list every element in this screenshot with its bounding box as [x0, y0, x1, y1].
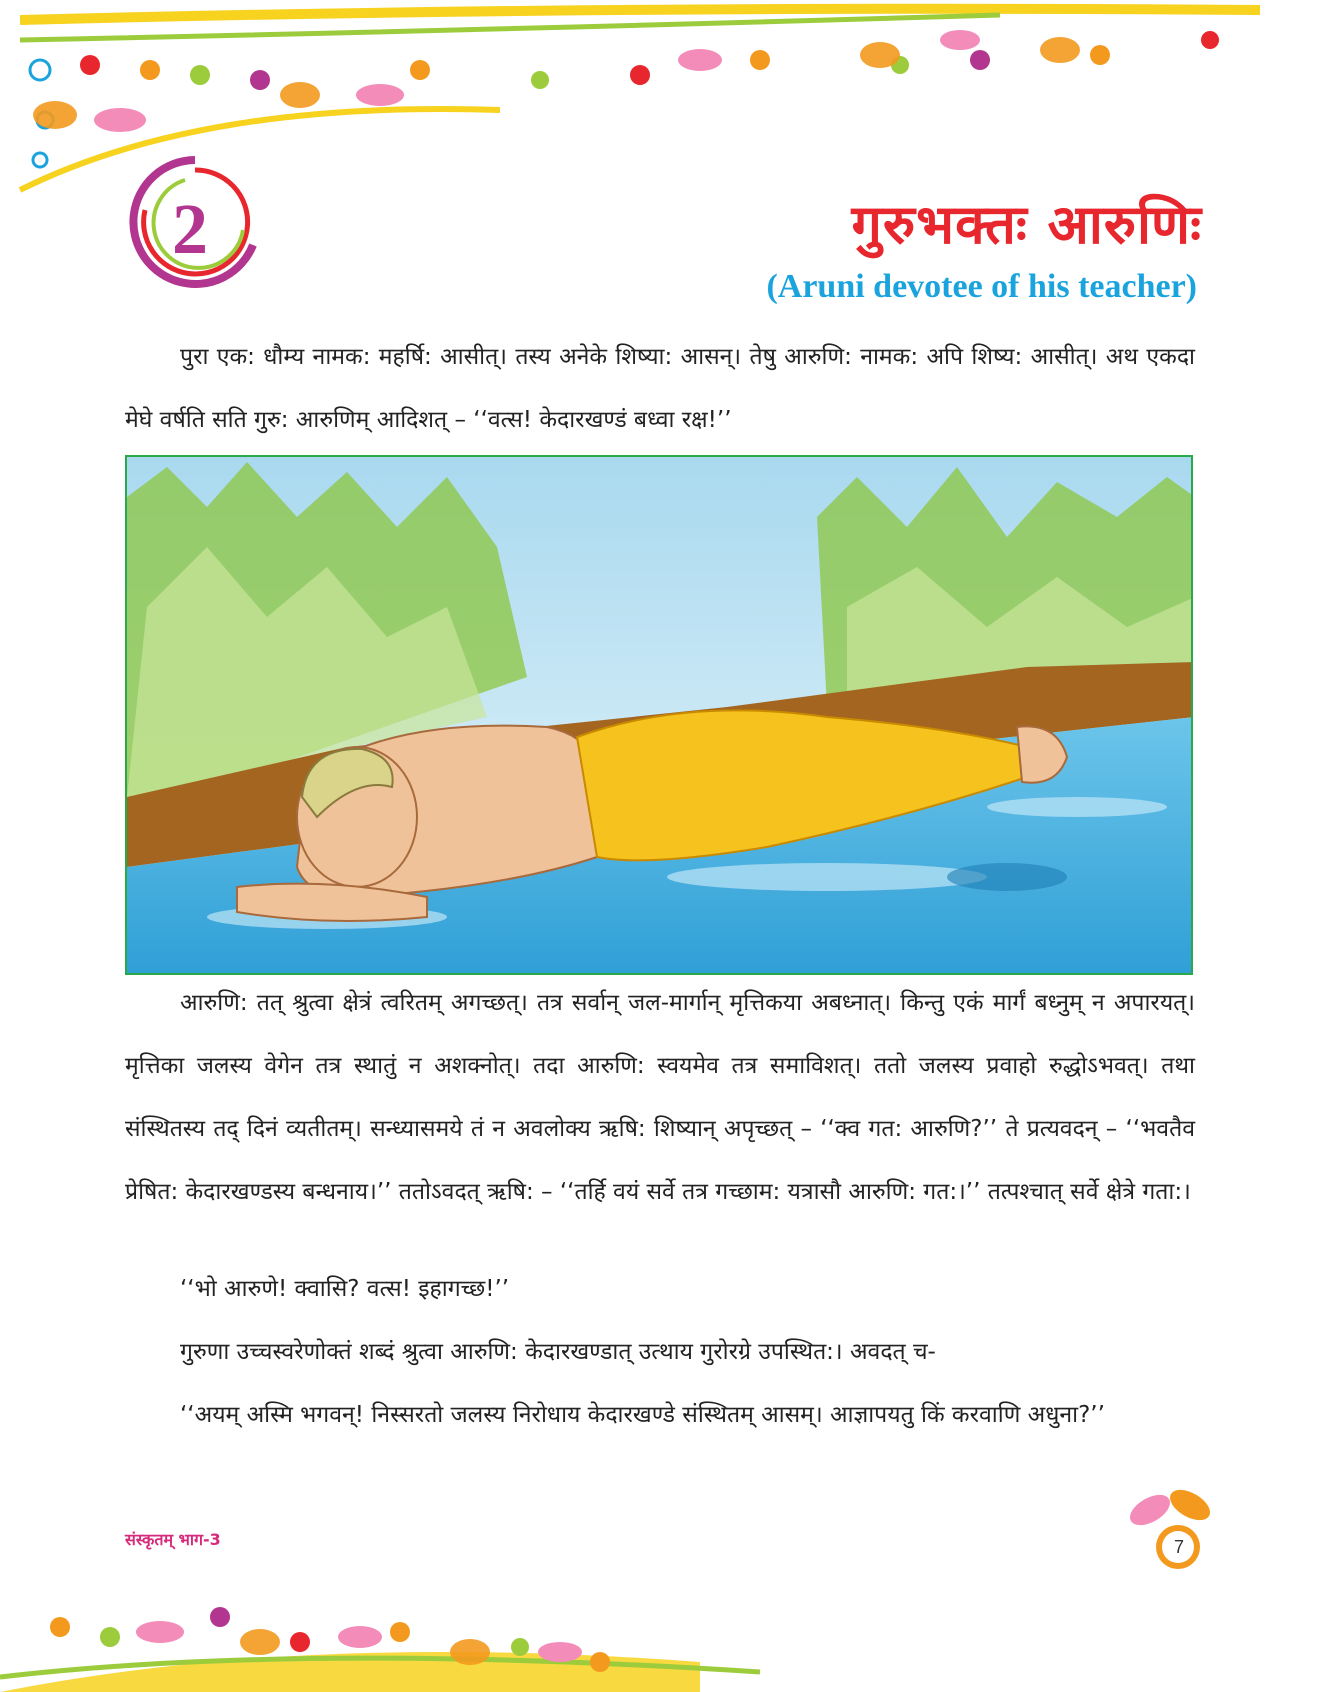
story-illustration [125, 455, 1193, 975]
book-label: संस्कृतम् भाग-3 [125, 1530, 221, 1549]
paragraph-response: गुरुणा उच्चस्वरेणोक्तं शब्दं श्रुत्वा आरुणि: केदारखण्डात् उत्थाय गुरोरग्रे उपस्थित:। अवदत् च- [180, 1339, 936, 1365]
page-number: 7 [1173, 1537, 1184, 1557]
chapter-badge [125, 150, 265, 300]
lesson-subtitle: (Aruni devotee of his teacher) [766, 268, 1197, 305]
paragraph-intro: पुरा एक: धौम्य नामक: महर्षि: आसीत्। तस्य अनेके शिष्या: आसन्। तेषु आरुणि: नामक: अपि शिष्य: आसीत्। अथ एकदा मेघे वर्षति सति गुरु: आरुणिम् आदिशत् – ‘‘वत्स! केदारखण्डं बध्वा रक्ष!’’ [125, 344, 1195, 433]
chapter-number: 2 [172, 189, 208, 269]
paragraph-call: ‘‘भो आरुणे! क्वासि? वत्स! इहागच्छ!’’ [180, 1276, 510, 1302]
aruni-lying-in-field-image [127, 457, 1193, 975]
lesson-title: गुरुभक्तः आरुणिः [851, 193, 1202, 256]
paragraph-reply: ‘‘अयम् अस्मि भगवन्! निस्सरतो जलस्य निरोधाय केदारखण्डे संस्थितम् आसम्। आज्ञापयतु किं करवाणि अधुना?’’ [180, 1402, 1105, 1428]
paragraph-story: आरुणि: तत् श्रुत्वा क्षेत्रं त्वरितम् अगच्छत्। तत्र सर्वान् जल-मार्गान् मृत्तिकया अबध्नात्। किन्तु एकं मार्गं बध्नुम् न अपारयत्। मृत्तिका जलस्य वेगेन तत्र स्थातुं न अशक्नोत्। तदा आरुणि: स्वयमेव तत्र समाविशत्। ततो जलस्य प्रवाहो रुद्धोऽभवत्। तथा संस्थितस्य तद् दिनं व्यतीतम्। सन्ध्यासमये तं न अवलोक्य ऋषि: शिष्यान् अपृच्छत् – ‘‘क्व गत: आरुणि?’’ ते प्रत्यवदन् – ‘‘भवतैव प्रेषित: केदारखण्डस्य बन्धनाय।’’ ततोऽवदत् ऋषि: – ‘‘तर्हि वयं सर्वे तत्र गच्छाम: यत्रासौ आरुणि: गत:।’’ तत्पश्चात् सर्वे क्षेत्रे गता:। [125, 990, 1195, 1205]
bottom-floral-border [0, 1542, 1332, 1692]
